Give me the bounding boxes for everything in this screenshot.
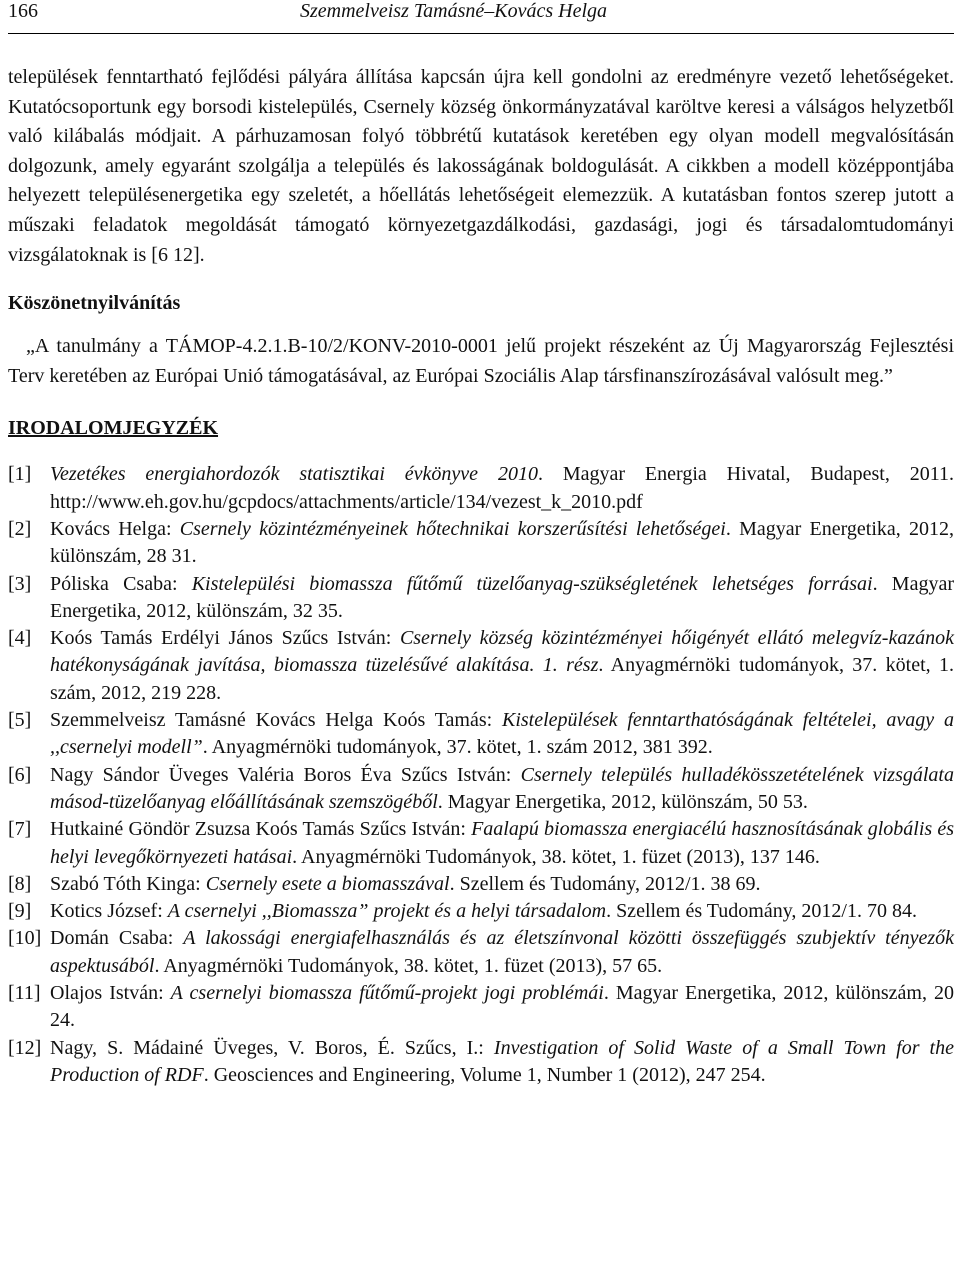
reference-item	[8, 625, 954, 707]
acknowledgement-heading: Köszönetnyilvánítás	[8, 292, 181, 315]
reference-title: Csernely község közintézményei hőigényét ellátó melegvíz-kazánok hatékonyságának javítása, biomassza tüzelésűvé alakítása. 1. rész	[50, 627, 954, 677]
reference-item	[8, 707, 954, 762]
reference-number: [4]	[8, 627, 32, 650]
reference-title: Faalapú biomassza energiacélú hasznosításának globális és helyi levegőkörnyezeti hatásai	[50, 818, 954, 868]
reference-source: . Anyagmérnöki Tudományok, 38. kötet, 1. füzet (2013), 137 146.	[292, 845, 820, 868]
reference-number: [2]	[8, 517, 32, 540]
reference-text	[50, 925, 954, 980]
reference-item	[8, 461, 954, 516]
reference-title: A lakossági energiafelhasználás és az életszínvonal közötti összefüggés szubjektív tényezők aspektusából	[50, 927, 955, 977]
reference-number: [1]	[8, 463, 32, 486]
reference-source: . Anyagmérnöki tudományok, 37. kötet, 1. szám, 2012, 219 228.	[50, 654, 954, 704]
reference-number: [5]	[8, 709, 32, 732]
reference-number: [8]	[8, 872, 32, 895]
body-paragraph: települések fenntartható fejlődési pályára állítása kapcsán újra kell gondolni az eredményre vezető lehetőségeket. Kutatócsoportunk egy borsodi kistelepülés, Csernely község önkormányzatával karöltve keresi a válságos helyzetből való kilábalás módjait. A párhuzamosan folyó többrétű kutatások keretében egy olyan modell megvalósításán dolgozunk, amely egyaránt szolgálja a település és lakosságának boldogulását. A cikkben a modell középpontjába helyezett településenergetika egy szeletét, a hőellátás lehetőségeit elemezzük. A kutatásban fontos szerep jutott a műszaki feladatok megoldását támogató környezetgazdálkodási, gazdasági, jogi és társadalomtudományi vizsgálatoknak is [6 12].	[8, 66, 954, 266]
reference-text	[50, 816, 954, 871]
reference-source: . Magyar Energetika, 2012, különszám, 32 35.	[50, 572, 954, 622]
reference-authors: Domán Csaba:	[50, 927, 184, 950]
reference-text	[50, 571, 954, 626]
reference-authors: Nagy, S. Mádainé Üveges, V. Boros, É. Szűcs, I.:	[50, 1036, 494, 1059]
reference-item	[8, 898, 954, 925]
reference-item	[8, 516, 954, 571]
reference-title: Kistelepülési biomassza fűtőmű tüzelőanyag-szükségletének lehetséges forrásai	[191, 572, 873, 595]
page-header	[8, 0, 954, 34]
reference-source: . Magyar Energetika, 2012, különszám, 50 53.	[437, 790, 808, 813]
reference-text	[50, 980, 954, 1035]
reference-source: . Magyar Energetika, 2012, különszám, 20 24.	[50, 981, 955, 1032]
reference-authors: Nagy Sándor Üveges Valéria Boros Éva Szűcs István:	[50, 763, 521, 786]
reference-number: [3]	[8, 572, 32, 595]
reference-item	[8, 871, 954, 898]
reference-title: Vezetékes energiahordozók statisztikai évkönyve 2010	[50, 463, 538, 486]
reference-authors: Koós Tamás Erdélyi János Szűcs István:	[50, 627, 400, 650]
reference-number: [6]	[8, 763, 32, 786]
reference-title: A csernelyi ,,Biomassza” projekt és a helyi társadalom	[167, 900, 607, 923]
reference-text	[50, 707, 954, 762]
reference-source: . Magyar Energetika, 2012, különszám, 28 31.	[50, 517, 954, 568]
reference-text	[50, 898, 954, 925]
reference-item	[8, 816, 954, 871]
references-heading: IRODALOMJEGYZÉK	[8, 417, 219, 440]
reference-source: . Anyagmérnöki Tudományok, 38. kötet, 1. füzet (2013), 57 65.	[154, 954, 663, 977]
reference-text	[50, 516, 954, 571]
reference-source: . Magyar Energia Hivatal, Budapest, 2011. http://www.eh.gov.hu/gcpdocs/attachments/article/134/vezest_k_2010.pdf	[50, 463, 954, 513]
reference-authors: Kotics József:	[50, 900, 168, 923]
reference-list	[8, 461, 954, 1089]
reference-title: Csernely esete a biomasszával	[205, 872, 450, 895]
reference-number: [11]	[8, 981, 41, 1004]
reference-text	[50, 762, 954, 817]
reference-authors: Hutkainé Göndör Zsuzsa Koós Tamás Szűcs István:	[50, 818, 472, 841]
reference-number: [12]	[8, 1036, 42, 1059]
reference-title: A csernelyi biomassza fűtőmű-projekt jogi problémái	[170, 981, 604, 1004]
reference-item	[8, 1035, 954, 1090]
reference-number: [9]	[8, 900, 32, 923]
reference-title: Investigation of Solid Waste of a Small Town for the Production of RDF	[50, 1036, 954, 1086]
reference-title: Csernely közintézményeinek hőtechnikai korszerűsítési lehetőségei	[179, 517, 726, 540]
reference-text	[50, 871, 954, 898]
reference-authors: Kovács Helga:	[50, 517, 180, 540]
reference-number: [10]	[8, 927, 42, 950]
running-title: Szemmelveisz Tamásné–Kovács Helga	[300, 0, 608, 22]
reference-source: . Geosciences and Engineering, Volume 1, Number 1 (2012), 247 254.	[203, 1063, 766, 1086]
reference-authors: Szabó Tóth Kinga:	[50, 872, 206, 895]
reference-item	[8, 571, 954, 626]
reference-authors: Olajos István:	[50, 981, 171, 1004]
reference-source: . Szellem és Tudomány, 2012/1. 70 84.	[606, 900, 917, 923]
reference-text	[50, 1035, 954, 1090]
reference-item	[8, 980, 954, 1035]
reference-source: . Szellem és Tudomány, 2012/1. 38 69.	[449, 872, 761, 895]
reference-text	[50, 625, 954, 707]
reference-authors: Póliska Csaba:	[50, 572, 192, 595]
reference-item	[8, 762, 954, 817]
reference-source: . Anyagmérnöki tudományok, 37. kötet, 1. szám 2012, 381 392.	[202, 736, 713, 759]
reference-item	[8, 925, 954, 980]
reference-title: Kistelepülések fenntarthatóságának feltételei, avagy a ,,csernelyi modell”	[50, 709, 954, 759]
reference-number: [7]	[8, 818, 32, 841]
acknowledgement-text: „A tanulmány a TÁMOP-4.2.1.B-10/2/KONV-2010-0001 jelű projekt részeként az Új Magyarország Fejlesztési Terv keretében az Európai Unió támogatásával, az Európai Szociális Alap társfinanszírozásával valósult meg.”	[8, 335, 954, 387]
reference-text	[50, 461, 954, 516]
reference-title: Csernely település hulladékösszetételének vizsgálata másod-tüzelőanyag előállításának szemszögéből	[50, 763, 954, 813]
page-number: 166	[8, 0, 38, 22]
reference-authors: Szemmelveisz Tamásné Kovács Helga Koós Tamás:	[50, 709, 502, 732]
page	[8, 0, 954, 1089]
